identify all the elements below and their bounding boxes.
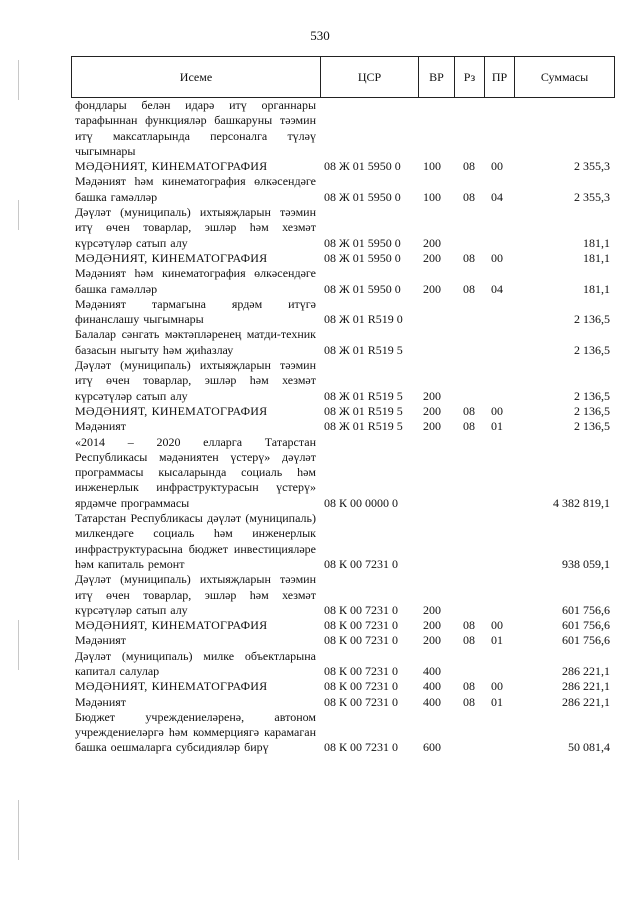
row-name: Мәдәният [75,419,127,434]
row-vr: 400 [423,694,441,709]
row-code: 08 Ж 01 5950 0 [324,189,401,204]
row-code: 08 К 00 7231 0 [324,663,399,678]
table-body [71,98,631,756]
table-row [71,511,631,572]
row-code: 08 К 00 7231 0 [324,602,399,617]
row-sum: 2 136,5 [574,419,610,434]
table-row [71,695,631,710]
table-row [71,679,631,694]
row-code: 08 Ж 01 R519 0 [324,312,403,327]
row-name: Мәдәният һәм кинематография өлкәсендәге башка гамәлләр [75,174,316,204]
row-vr: 200 [423,388,441,403]
row-rz: 08 [463,189,475,204]
row-name: Мәдәният [75,633,127,648]
table-row [71,710,631,756]
row-pr: 04 [491,189,503,204]
row-sum: 286 221,1 [562,663,610,678]
row-vr: 400 [423,663,441,678]
row-rz: 08 [463,250,475,265]
row-code: 08 К 00 0000 0 [324,495,399,510]
row-code: 08 Ж 01 R519 5 [324,419,403,434]
row-rz: 08 [463,403,475,418]
row-pr: 01 [491,633,503,648]
header-name: Исеме [72,57,321,97]
row-pr: 00 [491,403,503,418]
row-code: 08 К 00 7231 0 [324,694,399,709]
row-vr: 600 [423,740,441,755]
row-code: 08 К 00 7231 0 [324,633,399,648]
table-row [71,205,631,251]
row-sum: 2 355,3 [574,159,610,174]
row-sum: 4 382 819,1 [553,495,610,510]
row-sum: 50 081,4 [568,740,610,755]
row-sum: 601 756,6 [562,602,610,617]
row-vr: 200 [423,403,441,418]
row-code: 08 Ж 01 R519 5 [324,388,403,403]
row-name: МӘДӘНИЯТ, КИНЕМАТОГРАФИЯ [75,403,268,418]
page-number: 530 [310,28,330,43]
header-rz: Рз [455,57,485,97]
scan-edge-mark [18,620,19,670]
row-rz: 08 [463,618,475,633]
row-name: Дәүләт (муниципаль) ихтыяҗларын тәэмин итү өчен товарлар, эшләр һәм хезмәт күрсәтүләр сатып алу [75,572,316,617]
row-vr: 200 [423,419,441,434]
row-vr: 100 [423,159,441,174]
table-row [71,649,631,680]
row-pr: 00 [491,679,503,694]
row-vr: 100 [423,189,441,204]
row-code: 08 К 00 7231 0 [324,679,399,694]
row-vr: 200 [423,235,441,250]
row-name: Дәүләт (муниципаль) ихтыяҗларын тәэмин итү өчен товарлар, эшләр һәм хезмәт күрсәтүләр сатып алу [75,358,316,403]
table-row [71,572,631,618]
row-sum: 2 136,5 [574,342,610,357]
header-pr: ПР [485,57,515,97]
row-pr: 04 [491,281,503,296]
table-row [71,174,631,205]
row-rz: 08 [463,281,475,296]
row-vr: 200 [423,250,441,265]
row-code: 08 К 00 7231 0 [324,618,399,633]
row-code: 08 К 00 7231 0 [324,556,399,571]
row-name: Бюджет учреждениеләренә, автоном учреждениеләргә һәм коммерциягә карамаган башка оешмаларга субсидияләр бирү [75,709,316,755]
row-sum: 181,1 [583,235,610,250]
row-vr: 200 [423,618,441,633]
table-row [71,633,631,648]
row-vr: 200 [423,281,441,296]
row-code: 08 Ж 01 5950 0 [324,250,401,265]
row-sum: 2 136,5 [574,312,610,327]
row-code: 08 Ж 01 R519 5 [324,403,403,418]
table-row [71,327,631,358]
table-row [71,419,631,434]
header-vr: ВР [419,57,455,97]
row-pr: 00 [491,159,503,174]
row-rz: 08 [463,679,475,694]
row-name: Мәдәният тармагына ярдәм итүгә финанслашу чыгымнары [75,296,316,327]
row-rz: 08 [463,633,475,648]
row-sum: 601 756,6 [562,618,610,633]
row-vr: 200 [423,633,441,648]
row-rz: 08 [463,694,475,709]
row-rz: 08 [463,419,475,434]
row-code: 08 Ж 01 5950 0 [324,235,401,250]
table-row [71,159,631,174]
row-code: 08 Ж 01 R519 5 [324,342,403,357]
scan-edge-mark [18,200,19,230]
row-sum: 2 355,3 [574,189,610,204]
row-vr: 200 [423,602,441,617]
scan-edge-mark [18,60,19,100]
row-name: Мәдәният [75,694,127,709]
row-sum: 2 136,5 [574,388,610,403]
table-header [71,56,615,98]
row-code: 08 Ж 01 5950 0 [324,159,401,174]
row-name: МӘДӘНИЯТ, КИНЕМАТОГРАФИЯ [75,250,268,265]
table-row [71,297,631,328]
row-name: МӘДӘНИЯТ, КИНЕМАТОГРАФИЯ [75,679,268,694]
row-pr: 00 [491,250,503,265]
row-name: Дәүләт (муниципаль) милке объектларына капитал салулар [75,648,316,678]
table-row [71,266,631,297]
row-rz: 08 [463,159,475,174]
row-sum: 601 756,6 [562,633,610,648]
row-name: «2014 – 2020 елларга Татарстан Республикасы мәдәниятен үстерү» дәүләт программасы кысаларында социаль һәм инженерлык инфраструктурасын үстерү» ярдәмче программасы [75,434,316,510]
row-name: фондлары белән идарә итү органнары тарафыннан функцияләр башкаруны тәэмин итү максатларында персоналга түләү чыгымнары [75,98,316,158]
table-row [71,435,631,511]
row-code: 08 Ж 01 5950 0 [324,281,401,296]
table-row [71,98,631,159]
row-name: МӘДӘНИЯТ, КИНЕМАТОГРАФИЯ [75,159,268,174]
row-name: МӘДӘНИЯТ, КИНЕМАТОГРАФИЯ [75,618,268,633]
row-name: Дәүләт (муниципаль) ихтыяҗларын тәэмин итү өчен товарлар, эшләр һәм хезмәт күрсәтүләр сатып алу [75,205,316,250]
scan-edge-mark [18,800,19,860]
row-pr: 01 [491,419,503,434]
row-sum: 2 136,5 [574,403,610,418]
row-code: 08 К 00 7231 0 [324,740,399,755]
row-name: Балалар сәнгать мәктәпләренең матди-техник базасын ныгыту һәм җиһазлау [75,327,316,357]
row-sum: 286 221,1 [562,694,610,709]
row-vr: 400 [423,679,441,694]
row-pr: 00 [491,618,503,633]
row-sum: 938 059,1 [562,556,610,571]
table-row [71,358,631,404]
row-sum: 181,1 [583,250,610,265]
header-sum: Суммасы [540,70,589,84]
table-row [71,404,631,419]
row-name: Татарстан Республикасы дәүләт (муниципаль) милкендәге социаль һәм инженерлык инфраструктурасына бюджет инвестицияләре һәм капиталь ремонт [75,511,316,571]
row-name: Мәдәният һәм кинематография өлкәсендәге башка гамәлләр [75,266,316,296]
table-row [71,251,631,266]
row-sum: 286 221,1 [562,679,610,694]
row-pr: 01 [491,694,503,709]
table-row [71,618,631,633]
header-csr: ЦСР [321,57,419,97]
row-sum: 181,1 [583,281,610,296]
